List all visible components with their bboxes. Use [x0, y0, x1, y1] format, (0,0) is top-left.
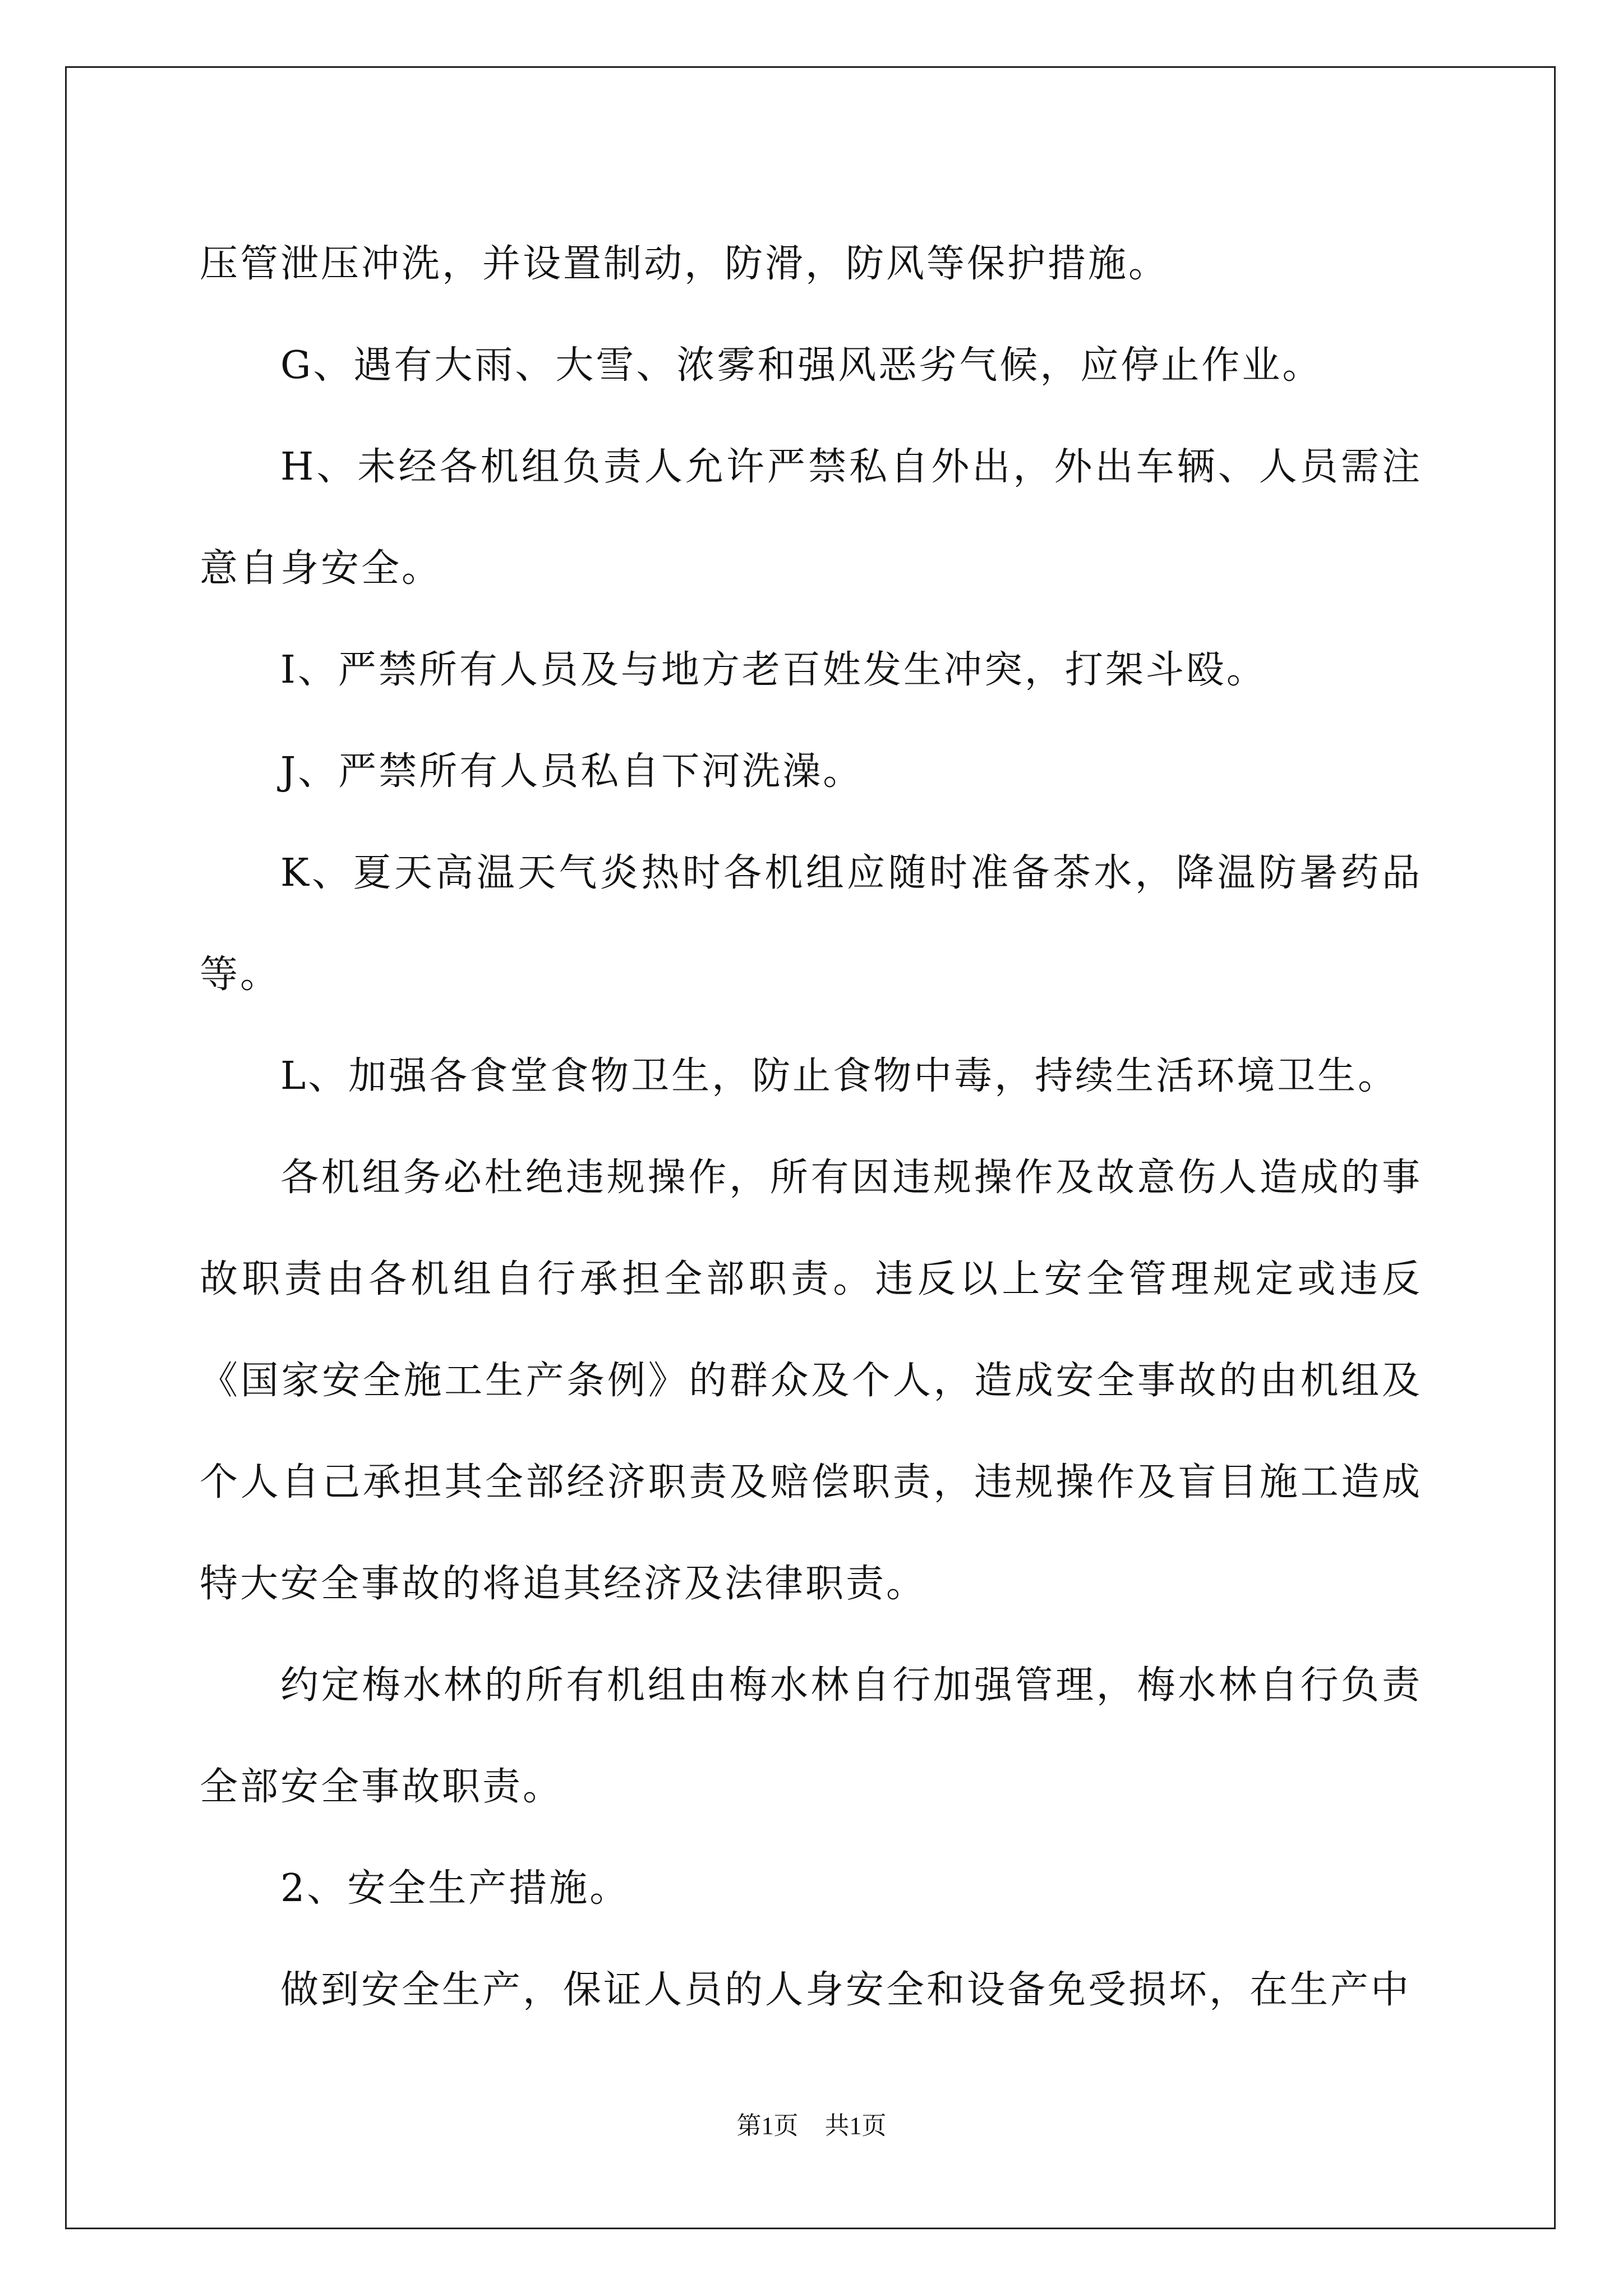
paragraph-7: L、加强各食堂食物卫生，防止食物中毒，持续生活环境卫生。: [280, 1054, 1399, 1098]
paragraph-8: 各机组务必杜绝违规操作，所有因违规操作及故意伤人造成的事故职责由各机组自行承担全部职责。违反以上安全管理规定或违反《国家安全施工生产条例》的群众及个人，造成安全事故的由机组及个人自己承担其全部经济职责及赔偿职责，违规操作及盲目施工造成特大安全事故的将追其经济及法律职责。: [200, 1156, 1422, 1606]
page-number: 第1页: [736, 2112, 799, 2139]
paragraph-1: 压管泄压冲洗，并设置制动，防滑，防风等保护措施。: [200, 242, 1169, 286]
paragraph-9: 约定梅水林的所有机组由梅水林自行加强管理，梅水林自行负责全部安全事故职责。: [200, 1663, 1422, 1809]
paragraph-10: 2、安全生产措施。: [280, 1866, 630, 1911]
document-body: [200, 213, 1422, 2041]
paragraph-3: H、未经各机组负责人允许严禁私自外出，外出车辆、人员需注意自身安全。: [200, 445, 1422, 591]
paragraph-6: K、夏天高温天气炎热时各机组应随时准备茶水，降温防暑药品等。: [200, 851, 1422, 997]
page-footer: [0, 2109, 1623, 2143]
paragraph-2: G、遇有大雨、大雪、浓雾和强风恶劣气候，应停止作业。: [280, 343, 1323, 388]
paragraph-5: J、严禁所有人员私自下河洗澡。: [280, 749, 864, 794]
paragraph-11: 做到安全生产，保证人员的人身安全和设备免受损坏，在生产中: [280, 1968, 1412, 2012]
paragraph-4: I、严禁所有人员及与地方老百姓发生冲突，打架斗殴。: [280, 648, 1267, 692]
page-total: 共1页: [824, 2112, 887, 2139]
